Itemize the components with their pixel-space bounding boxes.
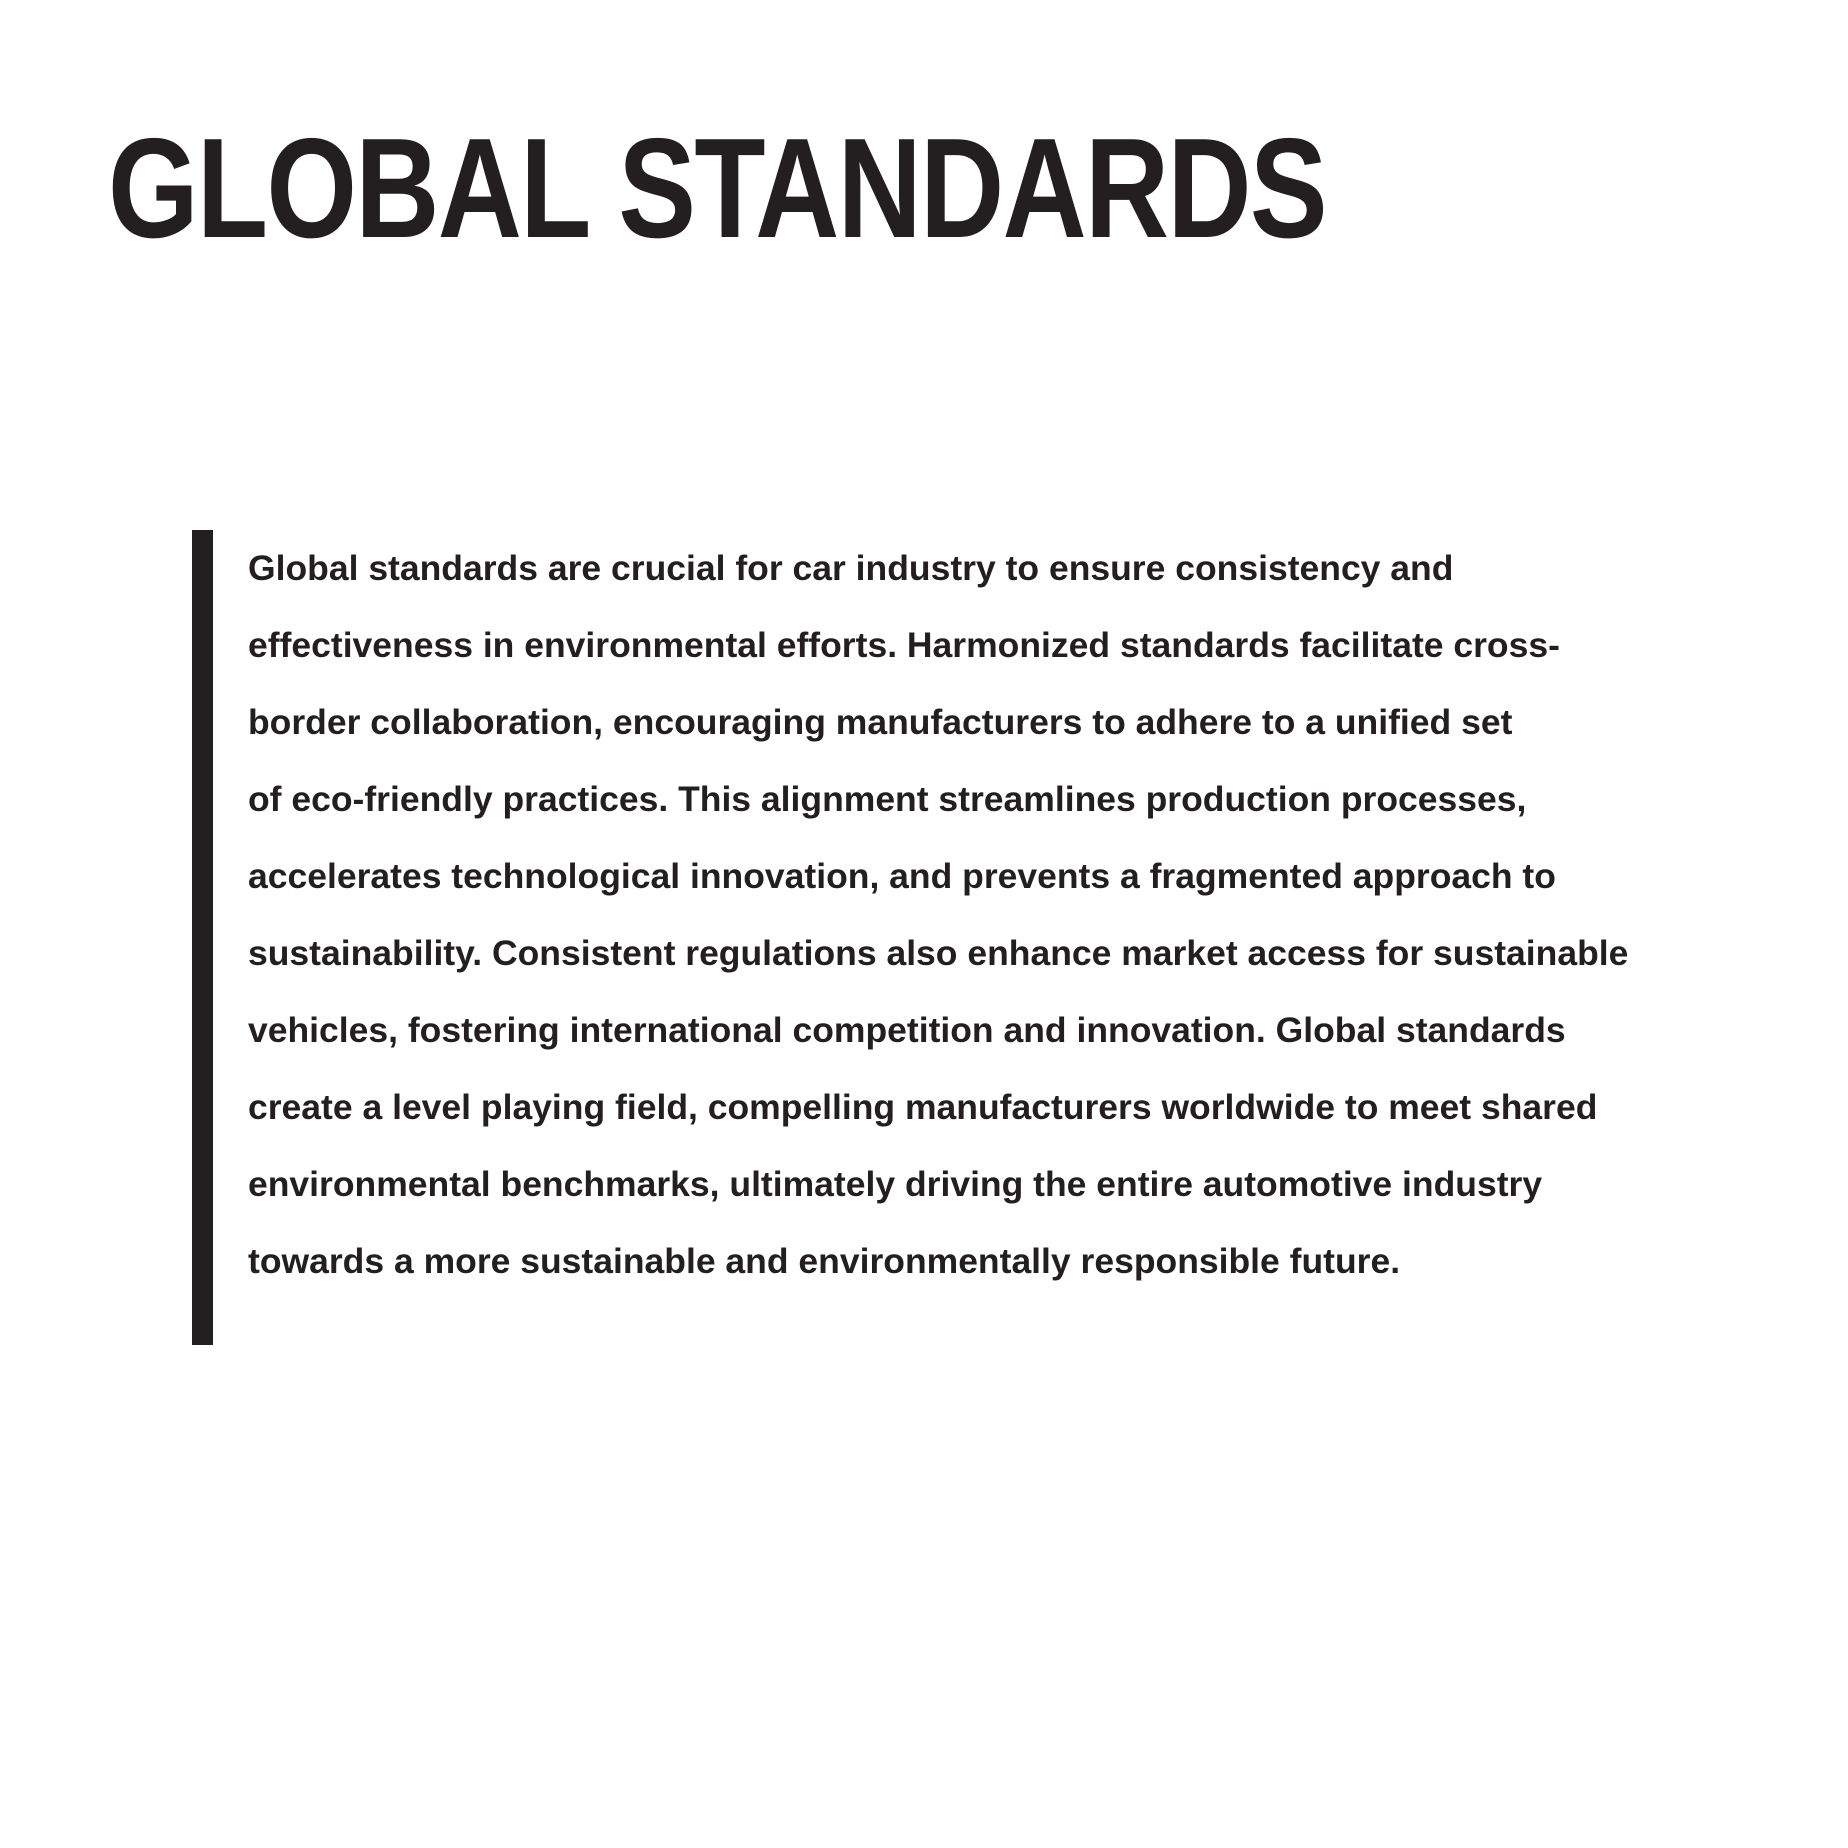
paragraph-line: of eco-friendly practices. This alignment streamlines production processes,: [248, 779, 1527, 819]
paragraph-line: environmental benchmarks, ultimately driving the entire automotive industry: [248, 1164, 1543, 1204]
paragraph-line: towards a more sustainable and environmentally responsible future.: [248, 1241, 1401, 1281]
paragraph-line: sustainability. Consistent regulations also enhance market access for sustainable: [248, 933, 1629, 973]
quote-accent-bar: [192, 530, 213, 1345]
paragraph-line: vehicles, fostering international competition and innovation. Global standards: [248, 1010, 1566, 1050]
body-paragraph: [248, 530, 1692, 1300]
paragraph-line: border collaboration, encouraging manufacturers to adhere to a unified set: [248, 702, 1513, 742]
paragraph-line: create a level playing field, compelling manufacturers worldwide to meet shared: [248, 1087, 1598, 1127]
paragraph-line: accelerates technological innovation, and prevents a fragmented approach to: [248, 856, 1556, 896]
page-title: GLOBAL STANDARDS: [108, 109, 1326, 268]
quote-block: [192, 530, 1692, 1345]
paragraph-line: Global standards are crucial for car industry to ensure consistency and: [248, 548, 1454, 588]
paragraph-line: effectiveness in environmental efforts. Harmonized standards facilitate cross-: [248, 625, 1560, 665]
